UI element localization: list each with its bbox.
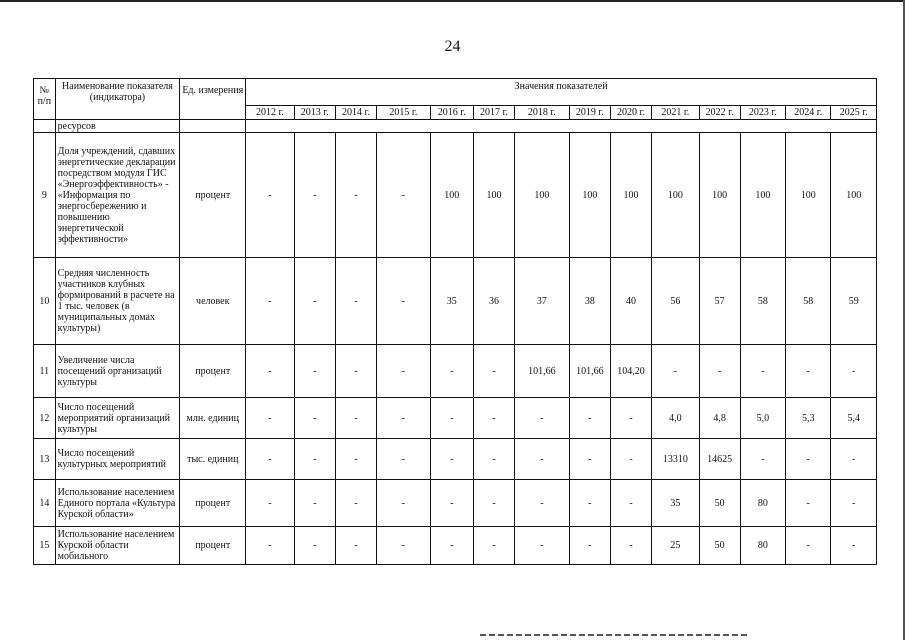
value-cell: - xyxy=(569,527,610,565)
value-cell: - xyxy=(786,480,831,527)
value-cell: - xyxy=(246,527,294,565)
value-cell: - xyxy=(610,398,651,439)
value-cell: - xyxy=(473,398,514,439)
value-cell: - xyxy=(335,527,376,565)
row-number: 11 xyxy=(34,345,56,398)
value-cell: 13310 xyxy=(652,439,699,480)
value-cell: - xyxy=(569,439,610,480)
row-number: 15 xyxy=(34,527,56,565)
value-cell: - xyxy=(246,480,294,527)
unit-of-measure: млн. единиц xyxy=(180,398,246,439)
value-cell: - xyxy=(294,439,335,480)
value-cell: - xyxy=(377,527,431,565)
row-number: 10 xyxy=(34,258,56,345)
year-header: 2025 г. xyxy=(831,106,877,120)
value-cell: - xyxy=(610,439,651,480)
value-cell: 100 xyxy=(569,133,610,258)
value-cell: - xyxy=(377,258,431,345)
value-cell: 58 xyxy=(786,258,831,345)
value-cell: - xyxy=(515,480,570,527)
value-cell: - xyxy=(294,133,335,258)
value-cell: 100 xyxy=(430,133,473,258)
value-cell: 57 xyxy=(699,258,740,345)
unit-of-measure: процент xyxy=(180,527,246,565)
value-cell: - xyxy=(831,480,877,527)
unit-of-measure: процент xyxy=(180,133,246,258)
value-cell: - xyxy=(246,258,294,345)
value-cell: - xyxy=(335,439,376,480)
value-cell: - xyxy=(610,480,651,527)
indicator-name: Доля учреждений, сдавших энергетические декларации посредством модуля ГИС «Энергоэффективность» - «Информация по энергосбережению и повышению энергетической эффективности» xyxy=(55,133,180,258)
value-cell: 80 xyxy=(740,480,785,527)
value-cell: - xyxy=(786,439,831,480)
value-cell: 5,0 xyxy=(740,398,785,439)
value-cell: - xyxy=(335,398,376,439)
value-cell: 14625 xyxy=(699,439,740,480)
year-header: 2014 г. xyxy=(335,106,376,120)
indicator-name: Средняя численность участников клубных формирований в расчете на 1 тыс. человек (в муниципальных домах культуры) xyxy=(55,258,180,345)
value-cell: 80 xyxy=(740,527,785,565)
unit-of-measure: человек xyxy=(180,258,246,345)
value-cell: - xyxy=(430,345,473,398)
continuation-num xyxy=(34,120,56,133)
continuation-unit xyxy=(180,120,246,133)
value-cell: 5,3 xyxy=(786,398,831,439)
value-cell: - xyxy=(515,527,570,565)
value-cell: - xyxy=(786,345,831,398)
unit-of-measure: процент xyxy=(180,345,246,398)
value-cell: 56 xyxy=(652,258,699,345)
value-cell: - xyxy=(569,398,610,439)
indicators-table xyxy=(33,78,877,565)
unit-of-measure: тыс. единиц xyxy=(180,439,246,480)
indicator-name: Увеличение числа посещений организаций культуры xyxy=(55,345,180,398)
value-cell: - xyxy=(377,480,431,527)
page-number: 24 xyxy=(444,38,461,55)
year-header: 2022 г. xyxy=(699,106,740,120)
value-cell: - xyxy=(335,345,376,398)
scan-edge-bottom xyxy=(480,634,750,636)
value-cell: 100 xyxy=(610,133,651,258)
value-cell: - xyxy=(515,398,570,439)
continuation-text: ресурсов xyxy=(55,120,180,133)
indicator-name: Число посещений мероприятий организаций культуры xyxy=(55,398,180,439)
value-cell: 25 xyxy=(652,527,699,565)
year-header: 2020 г. xyxy=(610,106,651,120)
value-cell: - xyxy=(831,345,877,398)
table-row xyxy=(34,480,877,527)
header-num: № п/п xyxy=(34,79,56,120)
value-cell: 50 xyxy=(699,527,740,565)
value-cell: - xyxy=(473,439,514,480)
value-cell: - xyxy=(699,345,740,398)
value-cell: - xyxy=(294,258,335,345)
value-cell: - xyxy=(786,527,831,565)
header-unit: Ед. измерения xyxy=(180,79,246,120)
year-header: 2024 г. xyxy=(786,106,831,120)
continuation-row xyxy=(34,120,877,133)
value-cell: 36 xyxy=(473,258,514,345)
row-number: 14 xyxy=(34,480,56,527)
value-cell: 40 xyxy=(610,258,651,345)
unit-of-measure: процент xyxy=(180,480,246,527)
value-cell: - xyxy=(294,480,335,527)
value-cell: - xyxy=(246,439,294,480)
table-row xyxy=(34,258,877,345)
year-header: 2016 г. xyxy=(430,106,473,120)
table-row xyxy=(34,398,877,439)
value-cell: 100 xyxy=(699,133,740,258)
value-cell: - xyxy=(652,345,699,398)
value-cell: - xyxy=(473,345,514,398)
value-cell: 100 xyxy=(831,133,877,258)
header-name: Наименование показателя (индикатора) xyxy=(55,79,180,120)
year-header: 2019 г. xyxy=(569,106,610,120)
value-cell: - xyxy=(610,527,651,565)
value-cell: - xyxy=(430,527,473,565)
value-cell: 5,4 xyxy=(831,398,877,439)
value-cell: - xyxy=(246,398,294,439)
value-cell: 100 xyxy=(786,133,831,258)
value-cell: - xyxy=(294,398,335,439)
value-cell: - xyxy=(515,439,570,480)
value-cell: - xyxy=(430,398,473,439)
value-cell: 104,20 xyxy=(610,345,651,398)
value-cell: - xyxy=(377,345,431,398)
value-cell: - xyxy=(377,133,431,258)
value-cell: - xyxy=(294,527,335,565)
value-cell: - xyxy=(377,439,431,480)
value-cell: - xyxy=(569,480,610,527)
value-cell: 4,8 xyxy=(699,398,740,439)
value-cell: 35 xyxy=(430,258,473,345)
value-cell: 50 xyxy=(699,480,740,527)
value-cell: 38 xyxy=(569,258,610,345)
value-cell: - xyxy=(740,439,785,480)
value-cell: 58 xyxy=(740,258,785,345)
value-cell: 37 xyxy=(515,258,570,345)
value-cell: 59 xyxy=(831,258,877,345)
value-cell: 100 xyxy=(740,133,785,258)
header-values: Значения показателей xyxy=(246,79,877,106)
year-header: 2023 г. xyxy=(740,106,785,120)
year-header: 2015 г. xyxy=(377,106,431,120)
value-cell: - xyxy=(473,527,514,565)
table-row xyxy=(34,133,877,258)
value-cell: - xyxy=(377,398,431,439)
value-cell: - xyxy=(335,133,376,258)
value-cell: 100 xyxy=(652,133,699,258)
year-header: 2017 г. xyxy=(473,106,514,120)
indicator-name: Использование населением Курской области мобильного xyxy=(55,527,180,565)
value-cell: 100 xyxy=(473,133,514,258)
row-number: 12 xyxy=(34,398,56,439)
table-row xyxy=(34,439,877,480)
value-cell: - xyxy=(246,133,294,258)
value-cell: - xyxy=(294,345,335,398)
header-row xyxy=(34,79,877,106)
indicator-name: Число посещений культурных мероприятий xyxy=(55,439,180,480)
value-cell: - xyxy=(831,527,877,565)
value-cell: 101,66 xyxy=(515,345,570,398)
row-number: 13 xyxy=(34,439,56,480)
value-cell: - xyxy=(473,480,514,527)
value-cell: - xyxy=(335,258,376,345)
table-row xyxy=(34,345,877,398)
value-cell: 35 xyxy=(652,480,699,527)
row-number: 9 xyxy=(34,133,56,258)
indicator-name: Использование населением Единого портала «Культура Курской области» xyxy=(55,480,180,527)
year-header: 2021 г. xyxy=(652,106,699,120)
year-header: 2018 г. xyxy=(515,106,570,120)
value-cell: 101,66 xyxy=(569,345,610,398)
value-cell: - xyxy=(246,345,294,398)
year-header: 2013 г. xyxy=(294,106,335,120)
year-header: 2012 г. xyxy=(246,106,294,120)
value-cell: - xyxy=(740,345,785,398)
value-cell: - xyxy=(430,480,473,527)
scan-edge-top xyxy=(0,0,905,2)
value-cell: - xyxy=(430,439,473,480)
value-cell: 100 xyxy=(515,133,570,258)
table-row xyxy=(34,527,877,565)
value-cell: 4,0 xyxy=(652,398,699,439)
continuation-values xyxy=(246,120,877,133)
value-cell: - xyxy=(335,480,376,527)
value-cell: - xyxy=(831,439,877,480)
